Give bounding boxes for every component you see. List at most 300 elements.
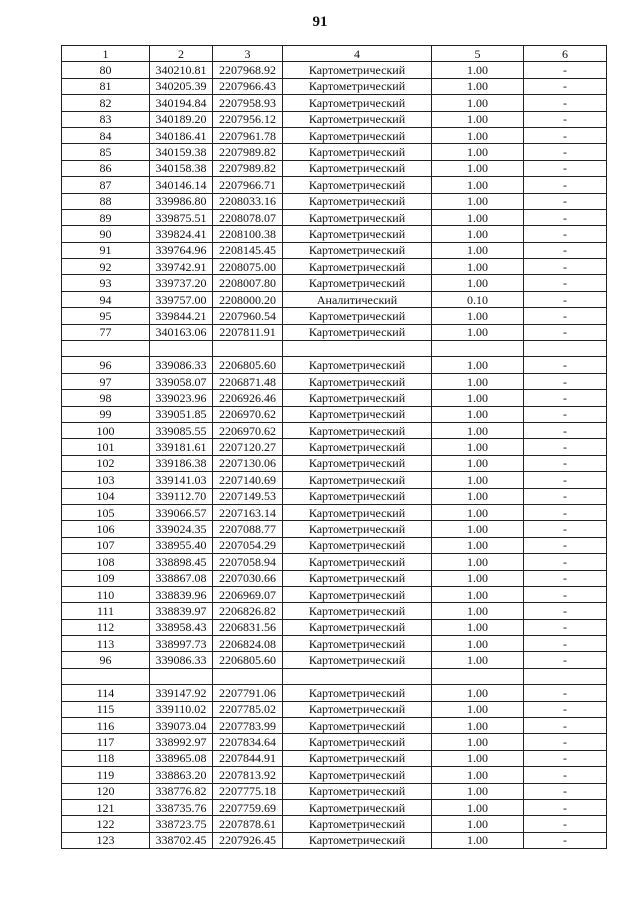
point-number-cell: 84: [62, 127, 150, 143]
accuracy-cell: 1.00: [432, 242, 524, 258]
header-col-5: 5: [432, 46, 524, 62]
note-cell: -: [524, 177, 607, 193]
point-number-cell: 123: [62, 832, 150, 848]
method-cell: Картометрический: [283, 832, 432, 848]
x-coordinate-cell: 339058.07: [150, 373, 213, 389]
table-row: [62, 504, 607, 520]
table-row: [62, 406, 607, 422]
accuracy-cell: 1.00: [432, 193, 524, 209]
note-cell: -: [524, 357, 607, 373]
note-cell: -: [524, 799, 607, 815]
method-cell: Картометрический: [283, 767, 432, 783]
x-coordinate-cell: 338723.75: [150, 816, 213, 832]
accuracy-cell: 1.00: [432, 95, 524, 111]
note-cell: -: [524, 816, 607, 832]
point-number-cell: [62, 341, 150, 357]
accuracy-cell: 1.00: [432, 111, 524, 127]
accuracy-cell: 1.00: [432, 472, 524, 488]
accuracy-cell: 1.00: [432, 570, 524, 586]
point-number-cell: 90: [62, 226, 150, 242]
y-coordinate-cell: 2208100.38: [213, 226, 283, 242]
note-cell: -: [524, 619, 607, 635]
x-coordinate-cell: 340210.81: [150, 62, 213, 78]
table-row: [62, 324, 607, 340]
point-number-cell: 111: [62, 603, 150, 619]
y-coordinate-cell: 2207966.71: [213, 177, 283, 193]
accuracy-cell: 1.00: [432, 406, 524, 422]
method-cell: Картометрический: [283, 357, 432, 373]
method-cell: Картометрический: [283, 373, 432, 389]
point-number-cell: 105: [62, 504, 150, 520]
method-cell: Картометрический: [283, 783, 432, 799]
point-number-cell: 121: [62, 799, 150, 815]
y-coordinate-cell: 2207088.77: [213, 521, 283, 537]
y-coordinate-cell: 2207149.53: [213, 488, 283, 504]
y-coordinate-cell: 2207844.91: [213, 750, 283, 766]
table-row: [62, 799, 607, 815]
accuracy-cell: 1.00: [432, 390, 524, 406]
note-cell: -: [524, 144, 607, 160]
accuracy-cell: 1.00: [432, 685, 524, 701]
accuracy-cell: 1.00: [432, 62, 524, 78]
table-row: [62, 619, 607, 635]
table-row: [62, 718, 607, 734]
method-cell: Картометрический: [283, 177, 432, 193]
x-coordinate-cell: 339824.41: [150, 226, 213, 242]
method-cell: Картометрический: [283, 324, 432, 340]
x-coordinate-cell: 339737.20: [150, 275, 213, 291]
point-number-cell: 94: [62, 291, 150, 307]
y-coordinate-cell: 2207958.93: [213, 95, 283, 111]
accuracy-cell: 1.00: [432, 357, 524, 373]
method-cell: Картометрический: [283, 521, 432, 537]
note-cell: -: [524, 685, 607, 701]
point-number-cell: 106: [62, 521, 150, 537]
header-col-3: 3: [213, 46, 283, 62]
table-row: [62, 668, 607, 684]
y-coordinate-cell: 2207956.12: [213, 111, 283, 127]
note-cell: -: [524, 111, 607, 127]
y-coordinate-cell: 2206831.56: [213, 619, 283, 635]
header-col-6: 6: [524, 46, 607, 62]
accuracy-cell: 1.00: [432, 160, 524, 176]
x-coordinate-cell: 339844.21: [150, 308, 213, 324]
accuracy-cell: 1.00: [432, 783, 524, 799]
note-cell: -: [524, 373, 607, 389]
table-row: [62, 373, 607, 389]
note-cell: -: [524, 324, 607, 340]
x-coordinate-cell: 338958.43: [150, 619, 213, 635]
point-number-cell: 114: [62, 685, 150, 701]
point-number-cell: 87: [62, 177, 150, 193]
y-coordinate-cell: 2208000.20: [213, 291, 283, 307]
method-cell: Картометрический: [283, 554, 432, 570]
x-coordinate-cell: 338965.08: [150, 750, 213, 766]
y-coordinate-cell: 2207130.06: [213, 455, 283, 471]
accuracy-cell: 1.00: [432, 422, 524, 438]
y-coordinate-cell: 2207834.64: [213, 734, 283, 750]
y-coordinate-cell: 2207120.27: [213, 439, 283, 455]
x-coordinate-cell: 340159.38: [150, 144, 213, 160]
point-number-cell: 99: [62, 406, 150, 422]
point-number-cell: 97: [62, 373, 150, 389]
note-cell: -: [524, 472, 607, 488]
x-coordinate-cell: 340163.06: [150, 324, 213, 340]
accuracy-cell: 1.00: [432, 652, 524, 668]
x-coordinate-cell: 338839.97: [150, 603, 213, 619]
method-cell: Картометрический: [283, 95, 432, 111]
accuracy-cell: 0.10: [432, 291, 524, 307]
accuracy-cell: 1.00: [432, 816, 524, 832]
method-cell: Картометрический: [283, 226, 432, 242]
note-cell: -: [524, 734, 607, 750]
x-coordinate-cell: 339875.51: [150, 209, 213, 225]
point-number-cell: 108: [62, 554, 150, 570]
note-cell: -: [524, 226, 607, 242]
y-coordinate-cell: 2206926.46: [213, 390, 283, 406]
point-number-cell: 89: [62, 209, 150, 225]
note-cell: [524, 341, 607, 357]
method-cell: Картометрический: [283, 734, 432, 750]
point-number-cell: 117: [62, 734, 150, 750]
table-row: [62, 144, 607, 160]
x-coordinate-cell: [150, 668, 213, 684]
note-cell: -: [524, 406, 607, 422]
point-number-cell: 86: [62, 160, 150, 176]
y-coordinate-cell: 2207968.92: [213, 62, 283, 78]
table-row: [62, 521, 607, 537]
point-number-cell: 85: [62, 144, 150, 160]
y-coordinate-cell: [213, 341, 283, 357]
method-cell: Картометрический: [283, 636, 432, 652]
table-row: [62, 701, 607, 717]
y-coordinate-cell: 2206970.62: [213, 422, 283, 438]
table-row: [62, 750, 607, 766]
method-cell: Картометрический: [283, 504, 432, 520]
method-cell: Картометрический: [283, 652, 432, 668]
accuracy-cell: 1.00: [432, 718, 524, 734]
y-coordinate-cell: 2207058.94: [213, 554, 283, 570]
table-row: [62, 734, 607, 750]
table-row: [62, 586, 607, 602]
header-col-1: 1: [62, 46, 150, 62]
accuracy-cell: 1.00: [432, 373, 524, 389]
method-cell: Картометрический: [283, 537, 432, 553]
note-cell: -: [524, 767, 607, 783]
table-row: [62, 177, 607, 193]
x-coordinate-cell: 339024.35: [150, 521, 213, 537]
method-cell: Картометрический: [283, 127, 432, 143]
note-cell: -: [524, 832, 607, 848]
y-coordinate-cell: 2208145.45: [213, 242, 283, 258]
y-coordinate-cell: 2208075.00: [213, 259, 283, 275]
method-cell: Картометрический: [283, 308, 432, 324]
method-cell: Картометрический: [283, 488, 432, 504]
note-cell: -: [524, 504, 607, 520]
point-number-cell: 120: [62, 783, 150, 799]
x-coordinate-cell: 339086.33: [150, 652, 213, 668]
accuracy-cell: 1.00: [432, 537, 524, 553]
accuracy-cell: 1.00: [432, 734, 524, 750]
point-number-cell: [62, 668, 150, 684]
method-cell: [283, 341, 432, 357]
y-coordinate-cell: [213, 668, 283, 684]
table-row: [62, 226, 607, 242]
note-cell: -: [524, 455, 607, 471]
x-coordinate-cell: 339742.91: [150, 259, 213, 275]
note-cell: -: [524, 570, 607, 586]
table-row: [62, 422, 607, 438]
method-cell: Картометрический: [283, 718, 432, 734]
accuracy-cell: 1.00: [432, 586, 524, 602]
note-cell: -: [524, 62, 607, 78]
note-cell: -: [524, 439, 607, 455]
table-row: [62, 78, 607, 94]
y-coordinate-cell: 2207030.66: [213, 570, 283, 586]
x-coordinate-cell: 339086.33: [150, 357, 213, 373]
page-number: 91: [312, 14, 328, 30]
method-cell: Картометрический: [283, 193, 432, 209]
header-row: [62, 46, 607, 62]
note-cell: -: [524, 275, 607, 291]
y-coordinate-cell: 2207054.29: [213, 537, 283, 553]
table-row: [62, 357, 607, 373]
x-coordinate-cell: 338863.20: [150, 767, 213, 783]
table-row: [62, 570, 607, 586]
note-cell: -: [524, 750, 607, 766]
table-row: [62, 95, 607, 111]
point-number-cell: 112: [62, 619, 150, 635]
table-row: [62, 603, 607, 619]
y-coordinate-cell: 2206969.07: [213, 586, 283, 602]
table-row: [62, 291, 607, 307]
accuracy-cell: 1.00: [432, 504, 524, 520]
method-cell: Картометрический: [283, 603, 432, 619]
point-number-cell: 113: [62, 636, 150, 652]
x-coordinate-cell: 339051.85: [150, 406, 213, 422]
x-coordinate-cell: 339085.55: [150, 422, 213, 438]
method-cell: Картометрический: [283, 390, 432, 406]
note-cell: -: [524, 95, 607, 111]
method-cell: Картометрический: [283, 750, 432, 766]
table-row: [62, 554, 607, 570]
accuracy-cell: 1.00: [432, 832, 524, 848]
point-number-cell: 116: [62, 718, 150, 734]
table-row: [62, 832, 607, 848]
point-number-cell: 101: [62, 439, 150, 455]
accuracy-cell: 1.00: [432, 488, 524, 504]
point-number-cell: 96: [62, 357, 150, 373]
y-coordinate-cell: 2207926.45: [213, 832, 283, 848]
table-row: [62, 275, 607, 291]
table-row: [62, 160, 607, 176]
note-cell: -: [524, 422, 607, 438]
y-coordinate-cell: 2208078.07: [213, 209, 283, 225]
table-row: [62, 259, 607, 275]
x-coordinate-cell: 339073.04: [150, 718, 213, 734]
note-cell: -: [524, 160, 607, 176]
accuracy-cell: 1.00: [432, 177, 524, 193]
method-cell: Картометрический: [283, 259, 432, 275]
accuracy-cell: 1.00: [432, 127, 524, 143]
note-cell: -: [524, 390, 607, 406]
point-number-cell: 77: [62, 324, 150, 340]
accuracy-cell: 1.00: [432, 144, 524, 160]
x-coordinate-cell: 338997.73: [150, 636, 213, 652]
point-number-cell: 96: [62, 652, 150, 668]
point-number-cell: 119: [62, 767, 150, 783]
x-coordinate-cell: 338735.76: [150, 799, 213, 815]
y-coordinate-cell: 2207813.92: [213, 767, 283, 783]
method-cell: Картометрический: [283, 619, 432, 635]
x-coordinate-cell: 338867.08: [150, 570, 213, 586]
coordinates-table: [61, 45, 607, 849]
x-coordinate-cell: 338955.40: [150, 537, 213, 553]
table-row: [62, 455, 607, 471]
point-number-cell: 110: [62, 586, 150, 602]
y-coordinate-cell: 2207961.78: [213, 127, 283, 143]
table-row: [62, 767, 607, 783]
table-row: [62, 783, 607, 799]
y-coordinate-cell: 2208033.16: [213, 193, 283, 209]
point-number-cell: 102: [62, 455, 150, 471]
y-coordinate-cell: 2207163.14: [213, 504, 283, 520]
method-cell: Картометрический: [283, 275, 432, 291]
method-cell: Картометрический: [283, 701, 432, 717]
x-coordinate-cell: 339764.96: [150, 242, 213, 258]
y-coordinate-cell: 2207775.18: [213, 783, 283, 799]
note-cell: -: [524, 291, 607, 307]
table-row: [62, 308, 607, 324]
accuracy-cell: 1.00: [432, 603, 524, 619]
x-coordinate-cell: 340189.20: [150, 111, 213, 127]
note-cell: -: [524, 603, 607, 619]
point-number-cell: 109: [62, 570, 150, 586]
method-cell: [283, 668, 432, 684]
note-cell: -: [524, 718, 607, 734]
method-cell: Картометрический: [283, 455, 432, 471]
table-row: [62, 652, 607, 668]
y-coordinate-cell: 2206826.82: [213, 603, 283, 619]
x-coordinate-cell: 339147.92: [150, 685, 213, 701]
accuracy-cell: 1.00: [432, 209, 524, 225]
point-number-cell: 91: [62, 242, 150, 258]
point-number-cell: 104: [62, 488, 150, 504]
y-coordinate-cell: 2207989.82: [213, 144, 283, 160]
accuracy-cell: 1.00: [432, 226, 524, 242]
table-row: [62, 472, 607, 488]
y-coordinate-cell: 2206970.62: [213, 406, 283, 422]
note-cell: -: [524, 554, 607, 570]
accuracy-cell: 1.00: [432, 78, 524, 94]
x-coordinate-cell: 339986.80: [150, 193, 213, 209]
accuracy-cell: 1.00: [432, 439, 524, 455]
x-coordinate-cell: 340186.41: [150, 127, 213, 143]
table-row: [62, 390, 607, 406]
method-cell: Картометрический: [283, 439, 432, 455]
y-coordinate-cell: 2206824.08: [213, 636, 283, 652]
point-number-cell: 107: [62, 537, 150, 553]
accuracy-cell: [432, 668, 524, 684]
note-cell: -: [524, 209, 607, 225]
note-cell: -: [524, 701, 607, 717]
point-number-cell: 115: [62, 701, 150, 717]
table-row: [62, 816, 607, 832]
x-coordinate-cell: 339023.96: [150, 390, 213, 406]
y-coordinate-cell: 2207785.02: [213, 701, 283, 717]
method-cell: Картометрический: [283, 78, 432, 94]
x-coordinate-cell: [150, 341, 213, 357]
method-cell: Картометрический: [283, 62, 432, 78]
point-number-cell: 82: [62, 95, 150, 111]
accuracy-cell: 1.00: [432, 636, 524, 652]
y-coordinate-cell: 2207811.91: [213, 324, 283, 340]
x-coordinate-cell: 339181.61: [150, 439, 213, 455]
accuracy-cell: 1.00: [432, 324, 524, 340]
method-cell: Картометрический: [283, 209, 432, 225]
accuracy-cell: 1.00: [432, 455, 524, 471]
point-number-cell: 81: [62, 78, 150, 94]
note-cell: [524, 668, 607, 684]
x-coordinate-cell: 339066.57: [150, 504, 213, 520]
method-cell: Картометрический: [283, 406, 432, 422]
accuracy-cell: 1.00: [432, 750, 524, 766]
note-cell: -: [524, 652, 607, 668]
x-coordinate-cell: 340158.38: [150, 160, 213, 176]
note-cell: -: [524, 242, 607, 258]
x-coordinate-cell: 338898.45: [150, 554, 213, 570]
point-number-cell: 118: [62, 750, 150, 766]
note-cell: -: [524, 636, 607, 652]
note-cell: -: [524, 537, 607, 553]
accuracy-cell: 1.00: [432, 767, 524, 783]
accuracy-cell: 1.00: [432, 308, 524, 324]
method-cell: Картометрический: [283, 472, 432, 488]
accuracy-cell: 1.00: [432, 275, 524, 291]
point-number-cell: 80: [62, 62, 150, 78]
y-coordinate-cell: 2207783.99: [213, 718, 283, 734]
table-row: [62, 193, 607, 209]
x-coordinate-cell: 340194.84: [150, 95, 213, 111]
x-coordinate-cell: 339186.38: [150, 455, 213, 471]
note-cell: -: [524, 127, 607, 143]
x-coordinate-cell: 338702.45: [150, 832, 213, 848]
accuracy-cell: 1.00: [432, 521, 524, 537]
method-cell: Картометрический: [283, 242, 432, 258]
point-number-cell: 95: [62, 308, 150, 324]
table-row: [62, 127, 607, 143]
table-row: [62, 341, 607, 357]
table-row: [62, 439, 607, 455]
x-coordinate-cell: 339110.02: [150, 701, 213, 717]
note-cell: -: [524, 521, 607, 537]
point-number-cell: 98: [62, 390, 150, 406]
note-cell: -: [524, 488, 607, 504]
note-cell: -: [524, 193, 607, 209]
note-cell: -: [524, 78, 607, 94]
method-cell: Картометрический: [283, 816, 432, 832]
accuracy-cell: 1.00: [432, 259, 524, 275]
point-number-cell: 83: [62, 111, 150, 127]
point-number-cell: 122: [62, 816, 150, 832]
y-coordinate-cell: 2206871.48: [213, 373, 283, 389]
accuracy-cell: [432, 341, 524, 357]
note-cell: -: [524, 308, 607, 324]
header-col-4: 4: [283, 46, 432, 62]
y-coordinate-cell: 2206805.60: [213, 652, 283, 668]
y-coordinate-cell: 2207759.69: [213, 799, 283, 815]
table-row: [62, 636, 607, 652]
